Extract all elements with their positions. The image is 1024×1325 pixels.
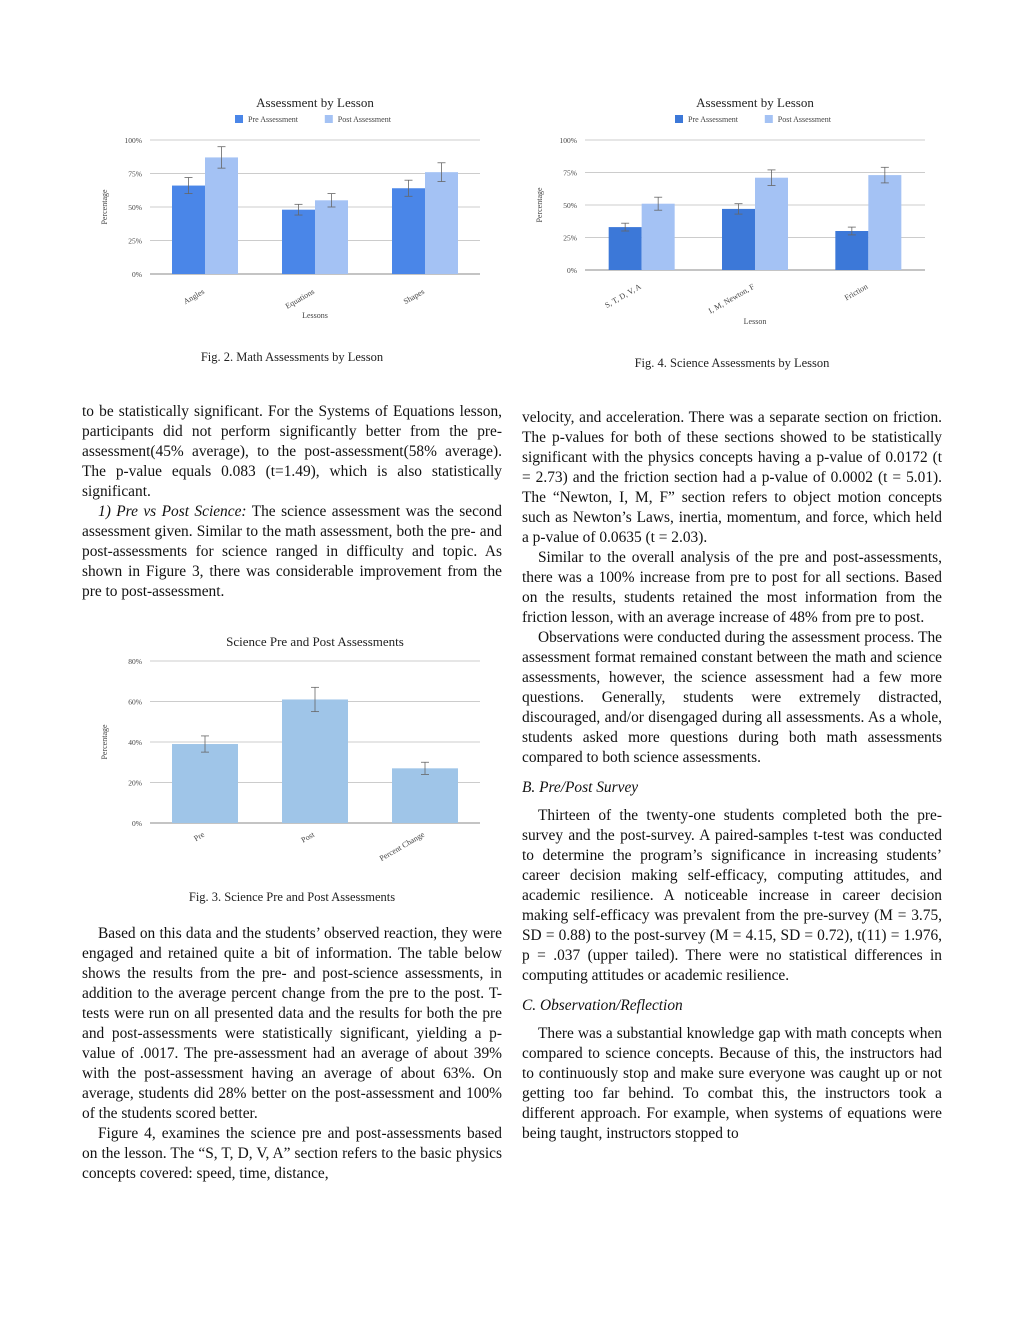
y-tick-label: 100% [559, 136, 577, 145]
bar [609, 227, 642, 270]
chart-science-pre-post [95, 628, 495, 868]
x-tick-label: Pre [192, 829, 206, 844]
y-tick-label: 0% [567, 266, 577, 275]
left-column-bottom [82, 924, 502, 1184]
bar [722, 209, 755, 270]
chart-math-assessments [95, 88, 495, 328]
left-column-top [82, 402, 502, 602]
y-tick-label: 25% [563, 233, 577, 243]
bar [282, 699, 348, 823]
chart-title: Science Pre and Post Assessments [226, 634, 404, 649]
paragraph [82, 502, 502, 602]
legend-swatch [235, 115, 243, 123]
y-tick-label: 40% [128, 738, 142, 747]
x-axis-label: Lesson [743, 317, 767, 326]
y-tick-label: 20% [128, 778, 142, 788]
y-tick-label: 50% [128, 203, 142, 212]
right-column [522, 408, 942, 1144]
paragraph: There was a substantial knowledge gap with math concepts when compared to science concepts. Because of this, the instructors had to continuously stop and make sure everyone was caught up or not getting too far behind. To combat this, the instructors took a different approach. For example, when systems of equations were being taught, instructors stopped to [522, 1025, 942, 1142]
paragraph: Thirteen of the twenty-one students completed both the pre-survey and the post-survey. A paired-samples t-test was conducted to determine the program’s significance in increasing students’ career decision making self-efficacy, computing attitudes, and academic resilience. A noticeable increase in career decision making self-efficacy was prevalent from the pre-survey (M = 3.75, SD = 0.88) to the post-survey (M = 4.15, SD = 0.72), t(11) = 1.976, p = .037 (upper tailed). There were no statistical differences in computing attitudes or academic resilience. [522, 807, 942, 984]
y-tick-label: 75% [563, 168, 577, 178]
bar [205, 157, 238, 274]
legend-label: Post Assessment [777, 115, 831, 124]
x-tick-label: Shapes [401, 286, 426, 307]
bar [392, 768, 458, 823]
subsection-heading: 1) Pre vs Post Science: [98, 503, 247, 520]
legend-label: Post Assessment [337, 115, 391, 124]
paragraph: Observations were conducted during the assessment process. The assessment format remained constant between the math and science assessments, however, the science assessment had a few more questions. Generally, students were extremely distracted, discouraged, and/or disengaged during all assessments. As a whole, students asked more questions during both math assessments compared to both science assessments. [522, 629, 942, 766]
section-heading-b: B. Pre/Post Survey [522, 779, 639, 796]
y-tick-label: 100% [124, 136, 142, 145]
y-tick-label: 50% [563, 201, 577, 210]
y-tick-label: 80% [128, 657, 142, 666]
paragraph: velocity, and acceleration. There was a separate section on friction. The p-values for both of these sections showed to be statistically significant with the physics concepts having a p-value of 0.0172 (t = 2.73) and the friction section had a p-value of 0.0002 (t = 5.01). The “Newton, I, M, F” section refers to object motion concepts such as Newton’s Laws, inertia, momentum, and force, which held a p-value of 0.0635 (t = 2.03). [522, 409, 942, 546]
y-axis-label: Percentage [100, 724, 109, 760]
section-heading-c: C. Observation/Reflection [522, 997, 683, 1014]
bar [755, 178, 788, 270]
y-tick-label: 25% [128, 236, 142, 246]
chart-title: Assessment by Lesson [696, 95, 814, 110]
y-tick-label: 75% [128, 169, 142, 179]
paragraph: Similar to the overall analysis of the pre and post-assessments, there was a 100% increase from pre to post for all sections. Based on the results, students retained the most information from the friction lesson, with an average increase of 48% from pre to post. [522, 549, 942, 626]
bar [835, 231, 868, 270]
legend-swatch [675, 115, 683, 123]
paragraph-text: The science assessment was the second assessment given. Similar to the math assessment, both the pre- and post-assessments for science ranged in difficulty and topic. As shown in Figure 3, there was considerable improvement from the pre to post-assessment. [82, 503, 502, 600]
y-axis-label: Percentage [100, 189, 109, 225]
y-tick-label: 0% [132, 819, 142, 828]
paragraph: Based on this data and the students’ observed reaction, they were engaged and retained quite a bit of information. The table below shows the results from the pre- and post-science assessments, in addition to the average percent change from the pre to the post. T-tests were run on all presented data and the results for both the pre and post-assessments were statistically significant, yielding a p-value of .0017. The pre-assessment had an average of about 39% with the post-assessment having an average of about 63%. On average, students did 28% better on the post-assessment and 100% of the students scored better. [82, 925, 502, 1122]
bar [868, 175, 901, 270]
bar [392, 188, 425, 274]
figure-3-caption: Fig. 3. Science Pre and Post Assessments [188, 890, 396, 904]
x-tick-label: S, T, D, V, A [603, 281, 643, 310]
legend-swatch [325, 115, 333, 123]
bar [425, 172, 458, 274]
paragraph: to be statistically significant. For the Systems of Equations lesson, participants did not perform significantly better from the pre-assessment(45% average), to the post-assessment(58% average). The p-value equals 0.083 (t=1.49), which is also statistically significant. [82, 403, 502, 500]
bar [315, 200, 348, 274]
x-axis-label: Lessons [302, 311, 328, 320]
legend-swatch [765, 115, 773, 123]
y-tick-label: 0% [132, 270, 142, 279]
bar [282, 210, 315, 274]
x-tick-label: Equations [283, 286, 316, 311]
x-tick-label: I, M, Newton, F [706, 281, 756, 316]
y-tick-label: 60% [128, 697, 142, 707]
figure-4-caption: Fig. 4. Science Assessments by Lesson [634, 356, 830, 370]
y-axis-label: Percentage [535, 187, 544, 223]
bar [172, 744, 238, 823]
bar [642, 204, 675, 270]
x-tick-label: Angles [181, 286, 206, 307]
x-tick-label: Friction [842, 281, 870, 303]
figure-2-caption: Fig. 2. Math Assessments by Lesson [200, 350, 384, 364]
x-tick-label: Post [299, 829, 316, 845]
x-tick-label: Percent Change [377, 829, 426, 863]
paragraph: Figure 4, examines the science pre and post-assessments based on the lesson. The “S, T, D, V, A” section refers to the basic physics concepts covered: speed, time, distance, [82, 1125, 502, 1182]
chart-science-assessments-by-lesson [530, 88, 940, 333]
legend-label: Pre Assessment [688, 115, 738, 124]
bar [172, 186, 205, 274]
chart-title: Assessment by Lesson [256, 95, 374, 110]
legend-label: Pre Assessment [248, 115, 298, 124]
